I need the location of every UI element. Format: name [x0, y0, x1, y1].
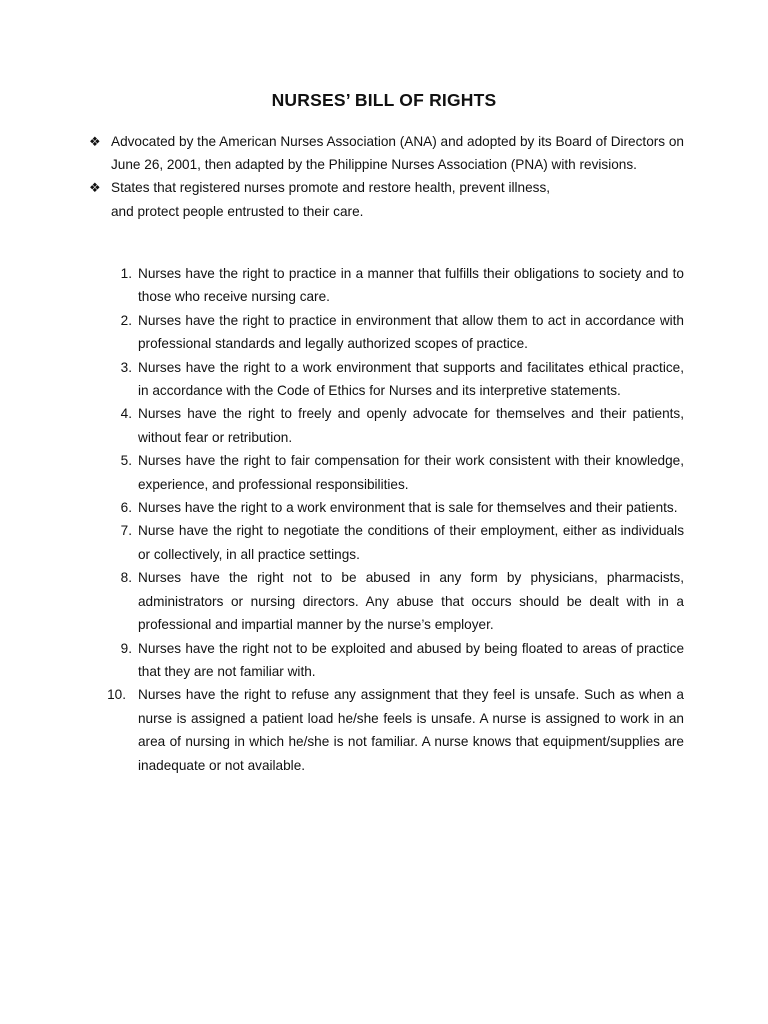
rights-list-item — [108, 449, 684, 496]
rights-item-text: Nurses have the right to fair compensation for their work consistent with their knowledge, experience, and professional responsibilities. — [138, 453, 684, 492]
rights-item-number: 2. — [120, 312, 132, 328]
intro-bullet-item — [88, 130, 684, 176]
intro-bullet-item — [88, 176, 684, 222]
rights-list-item — [108, 262, 684, 309]
rights-item-text: Nurse have the right to negotiate the conditions of their employment, either as individuals or collectively, in all practice settings. — [138, 523, 684, 562]
rights-item-text: Nurses have the right to practice in a manner that fulfills their obligations to society and to those who receive nursing care. — [138, 266, 684, 305]
rights-item-text: Nurses have the right to freely and openly advocate for themselves and their patients, without fear or retribution. — [138, 406, 684, 445]
rights-list-item — [108, 683, 684, 777]
rights-item-text: Nurses have the right to a work environment that supports and facilitates ethical practice, in accordance with the Code of Ethics for Nurses and its interpretive statements. — [138, 359, 684, 399]
rights-list-item — [108, 519, 684, 566]
rights-list-item — [108, 496, 684, 519]
page-title: NURSES’ BILL OF RIGHTS — [271, 90, 497, 110]
rights-item-number: 3. — [120, 359, 132, 375]
rights-list-item — [108, 566, 684, 636]
intro-bullet-text: States that registered nurses promote and restore health, prevent illness, — [111, 180, 551, 196]
intro-bullet-text: Advocated by the American Nurses Association (ANA) and adopted by its Board of Directors on June 26, 2001, then adapted by the Philippine Nurses Association (PNA) with revisions. — [111, 134, 684, 173]
rights-item-number: 6. — [120, 500, 132, 516]
rights-item-number: 9. — [120, 640, 132, 656]
rights-item-text: Nurses have the right to practice in environment that allow them to act in accordance with professional standards and legally authorized scopes of practice. — [138, 312, 684, 352]
rights-item-text: Nurses have the right to refuse any assignment that they feel is unsafe. Such as when a nurse is assigned a patient load he/she feels is unsafe. A nurse is assigned to work in an area of nursing in which he/she is not familiar. A nurse knows that equipment/supplies are inadequate or not available. — [138, 687, 684, 773]
diamond-bullet-icon: ❖ — [89, 134, 101, 149]
rights-list-item — [108, 637, 684, 684]
rights-item-number: 4. — [120, 406, 132, 422]
rights-item-number: 8. — [120, 570, 132, 586]
intro-bullet-text-continued: and protect people entrusted to their care. — [111, 203, 364, 219]
rights-list-item — [108, 309, 684, 356]
rights-list-item — [108, 356, 684, 403]
rights-item-number: 10. — [107, 687, 126, 703]
intro-bullet-list — [88, 130, 684, 223]
rights-list-item — [108, 402, 684, 449]
rights-item-number: 1. — [120, 266, 132, 281]
rights-item-text: Nurses have the right to a work environment that is sale for themselves and their patients. — [138, 500, 678, 516]
rights-item-number: 7. — [120, 523, 132, 539]
diamond-bullet-icon: ❖ — [89, 180, 101, 196]
rights-list — [108, 262, 684, 777]
rights-item-text: Nurses have the right not to be abused in any form by physicians, pharmacists, administrators or nursing directors. Any abuse that occurs should be dealt with in a professional and impartial manner by the nurse’s employer. — [138, 570, 684, 633]
rights-item-number: 5. — [120, 453, 132, 469]
rights-item-text: Nurses have the right not to be exploited and abused by being floated to areas of practice that they are not familiar with. — [138, 640, 684, 679]
